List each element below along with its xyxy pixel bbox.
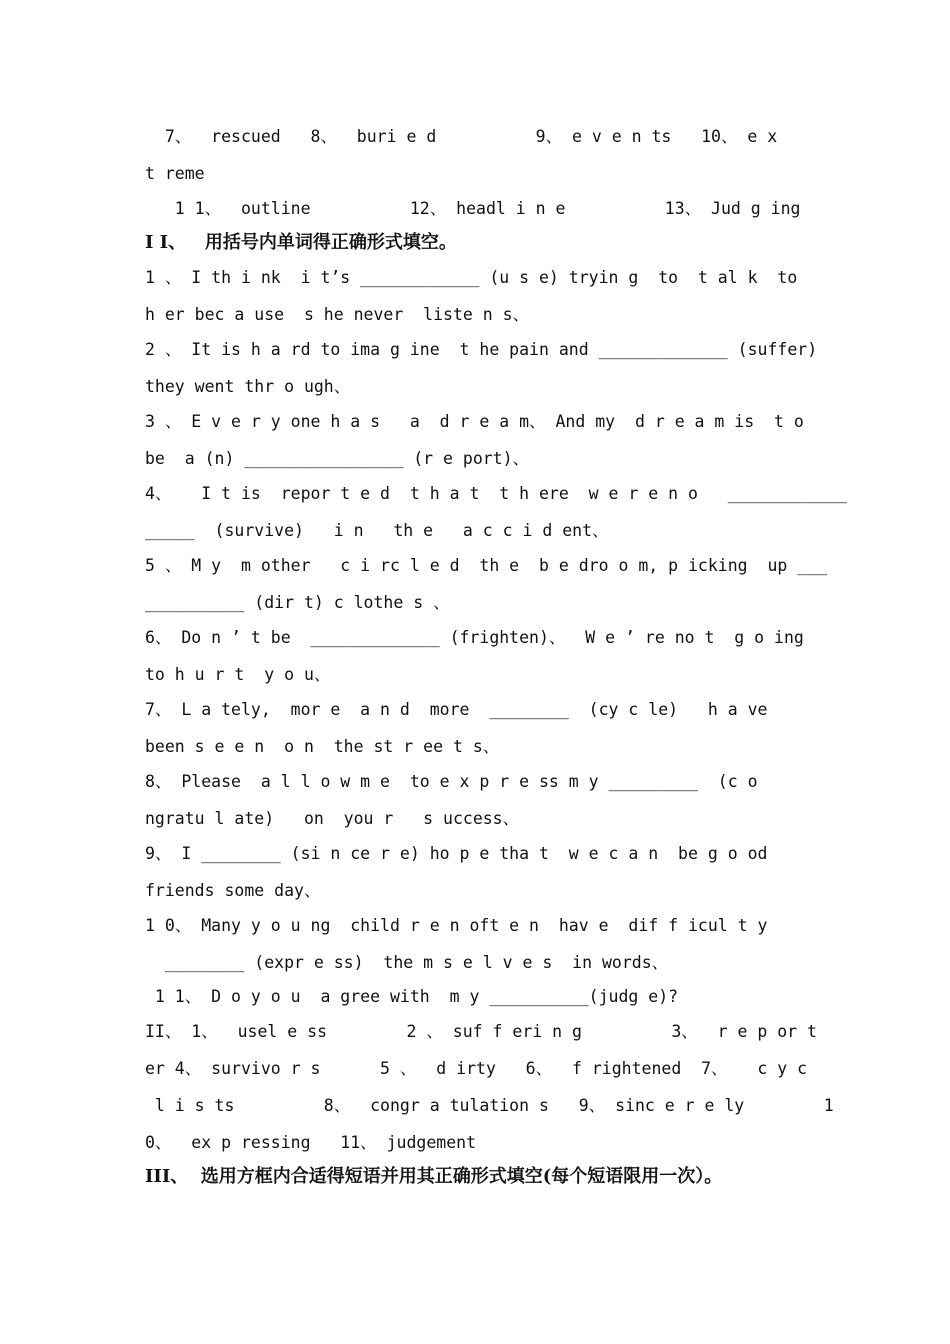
question-line: they went thr o ugh、	[145, 377, 351, 396]
question-line: 1 、 I th i nk i t’s ____________ (u s e) tryin g to t al k to	[145, 268, 798, 287]
answer-line: 0、 ex p ressing 11、 judgement	[145, 1133, 477, 1152]
question-line: ngratu l ate) on you r s uccess、	[145, 809, 520, 828]
question-line: been s e e n o n the st r ee t s、	[145, 737, 500, 756]
answer-line: t reme	[145, 164, 205, 183]
question-line: ________ (expr e ss) the m s e l v e s in words、	[145, 953, 669, 972]
answer-line: 7、 rescued 8、 buri e d 9、 e v e n ts 10、 e x	[145, 127, 778, 146]
question-line: 7、 L a tely, mor e a n d more ________ (cy c le) h a ve	[145, 700, 768, 719]
question-line: to h u r t y o u、	[145, 665, 331, 684]
question-line: 4、 I t is repor t e d t h a t t h ere w e r e n o ____________	[145, 484, 847, 503]
question-line: 5 、 M y m other c i rc l e d th e b e dro o m, p icking up ___	[145, 556, 828, 575]
question-line: be a (n) ________________ (r e port)、	[145, 449, 530, 468]
answer-line: l i s ts 8、 congr a tulation s 9、 sinc e r e ly 1	[145, 1096, 834, 1115]
question-line: 8、 Please a l l o w m e to e x p r e ss m y _________ (c o	[145, 772, 758, 791]
answer-line: er 4、 survivo r s 5 、 d irty 6、 f rightened 7、 c y c	[145, 1059, 808, 1078]
question-line: 1 1、 D o y o u a gree with m y __________(judg e)?	[145, 987, 679, 1006]
answer-line: II、 1、 usel e ss 2 、 suf f eri n g 3、 r e p or t	[145, 1022, 817, 1041]
answer-line: 1 1、 outline 12、 headl i n e 13、 Jud g ing	[145, 199, 801, 218]
question-line: 3 、 E v e r y one h a s a d r e a m、 And my d r e a m is t o	[145, 412, 804, 431]
question-line: __________ (dir t) c lothe s 、	[145, 593, 450, 612]
question-line: _____ (survive) i n th e a c c i d ent、	[145, 521, 609, 540]
question-line: 9、 I ________ (si n ce r e) ho p e tha t w e c a n be g o od	[145, 844, 768, 863]
section-III-heading: III、 选用方框内合适得短语并用其正确形式填空(每个短语限用一次）。	[145, 1166, 723, 1187]
question-line: h er bec a use s he never liste n s、	[145, 305, 530, 324]
question-line: 2 、 It is h a rd to ima g ine t he pain and _____________ (suffer)	[145, 340, 818, 359]
question-line: friends some day、	[145, 881, 321, 900]
question-line: 6、 Do n ’ t be _____________ (frighten)、 W e ’ re no t g o ing	[145, 628, 804, 647]
section-II-heading: I I、 用括号内单词得正确形式填空。	[145, 232, 457, 253]
question-line: 1 0、 Many y o u ng child r e n oft e n hav e dif f icul t y	[145, 916, 768, 935]
